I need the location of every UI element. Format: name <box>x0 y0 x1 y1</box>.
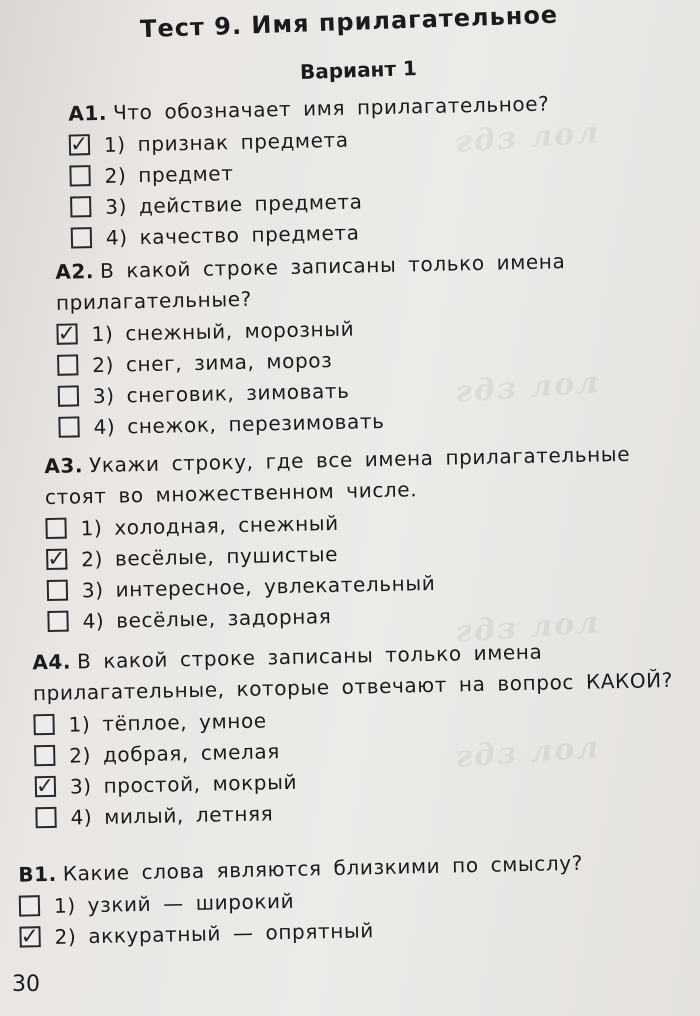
checkbox[interactable]: ✓ <box>35 773 56 799</box>
page-title: Тест 9. Имя прилагательное <box>139 0 559 44</box>
question-id: B1. <box>18 861 58 887</box>
watermark: гдз лол <box>453 364 602 411</box>
question-body: В какой строке записаны только имена прилагательные? <box>55 249 566 315</box>
checkbox[interactable] <box>58 385 79 406</box>
checkbox[interactable] <box>57 354 78 375</box>
option-label: 1) тёплое, умное <box>68 707 267 737</box>
option-label: 3) простой, мокрый <box>69 769 298 799</box>
question-id: A1. <box>68 100 108 126</box>
watermark: гдз лол <box>453 604 602 651</box>
question-a1 <box>0 84 700 255</box>
option-label: 2) аккуратный — опрятный <box>54 917 375 949</box>
checkbox[interactable] <box>33 714 54 735</box>
question-a2 <box>0 243 699 444</box>
checkbox[interactable] <box>35 807 56 828</box>
option-label: 3) снеговик, зимовать <box>92 378 350 408</box>
option-label: 1) холодная, снежный <box>80 510 339 540</box>
variant-label: Вариант 1 <box>299 55 418 85</box>
question-body: Что обозначает имя прилагательное? <box>112 91 550 125</box>
option-label: 4) снежок, перезимовать <box>93 408 385 439</box>
watermark: гдз лол <box>453 114 602 161</box>
question-id: A2. <box>55 259 95 284</box>
checkbox[interactable]: ✓ <box>20 923 40 950</box>
question-a4 <box>0 634 694 834</box>
checkbox[interactable] <box>45 518 66 539</box>
checkbox[interactable] <box>70 196 91 217</box>
option-label: 4) милый, летняя <box>70 800 274 830</box>
checkbox[interactable] <box>47 611 68 632</box>
checkbox[interactable]: ✓ <box>57 320 77 347</box>
checkbox[interactable]: ✓ <box>46 546 67 572</box>
question-id: A3. <box>44 453 84 479</box>
option-label: 1) узкий — широкий <box>53 888 295 918</box>
option-label: 2) снег, зима, мороз <box>92 347 333 377</box>
question-b1 <box>0 846 692 953</box>
page-number: 30 <box>12 972 40 997</box>
question-id: A4. <box>32 649 72 675</box>
question-body: Укажи строку, где все имена прилагательные стоят во множественном числе. <box>44 441 631 510</box>
option-label: 2) предмет <box>104 160 234 188</box>
checkbox[interactable] <box>71 227 92 248</box>
option-label: 2) добрая, смелая <box>69 738 281 768</box>
option-label: 1) снежный, морозный <box>91 316 355 346</box>
checkbox[interactable] <box>69 165 90 186</box>
option-label: 3) действие предмета <box>104 188 363 219</box>
watermark: гдз лол <box>453 729 602 776</box>
option-label: 4) весёлые, задорная <box>82 603 332 633</box>
option-label: 4) качество предмета <box>105 220 360 250</box>
question-a3 <box>0 438 694 638</box>
checkbox[interactable] <box>34 745 55 766</box>
checkbox[interactable]: ✓ <box>69 131 90 158</box>
option-label: 3) интересное, увлекательный <box>81 570 436 602</box>
option-label: 1) признак предмета <box>103 127 349 157</box>
question-body: В какой строке записаны только имена прилагательные, которые отвечают на вопрос КАКОЙ? <box>32 639 674 706</box>
checkbox[interactable] <box>58 416 79 437</box>
option-label: 2) весёлые, пушистые <box>81 541 339 571</box>
checkbox[interactable] <box>19 895 40 916</box>
question-body: Какие слова являются близкими по смыслу? <box>62 850 584 886</box>
checkbox[interactable] <box>47 580 68 601</box>
